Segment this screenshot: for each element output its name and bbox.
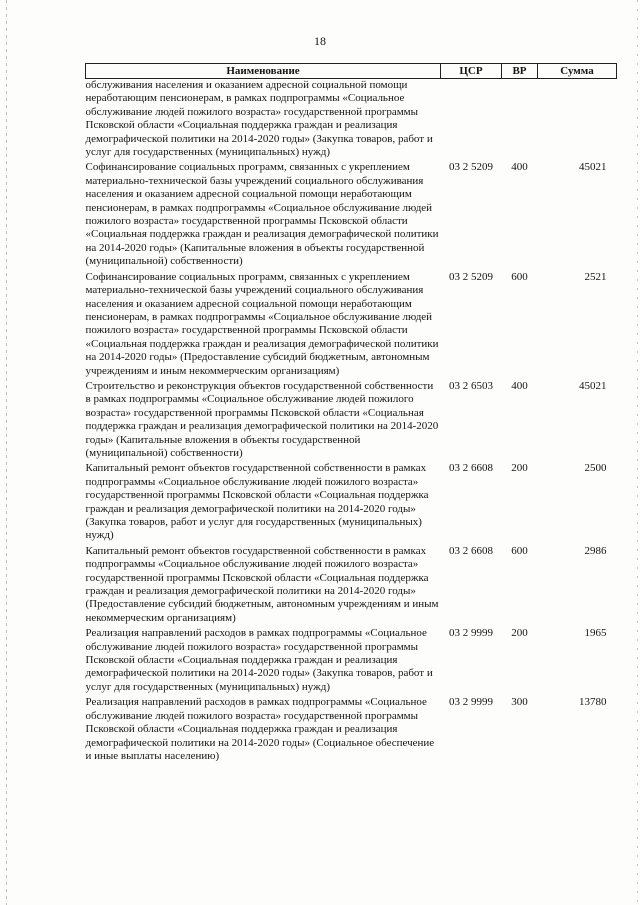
row-csr: 03 2 9999 [449,627,493,640]
header-name: Наименование [86,64,441,79]
row-sum [538,79,617,162]
row-vr: 400 [511,379,528,392]
row-sum: 13780 [579,696,607,709]
table-header-row [86,64,617,79]
row-sum: 1965 [584,627,607,640]
row-csr: 03 2 5209 [449,161,493,174]
row-vr: 600 [511,270,528,283]
table-row [86,79,617,162]
row-csr: 03 2 5209 [449,270,493,283]
row-csr: 03 2 6608 [449,544,493,557]
row-name: Капитальный ремонт объектов государственной собственности в рамках подпрограммы «Социальное обслуживание людей пожилого возраста» государственной программы Псковской области «Социальная поддержка граждан и реализация демографической политики на 2014-2020 годы» (Закупка товаров, работ и услуг для государственных (муниципальных) нужд) [85,462,429,542]
row-sum: 2500 [584,462,607,475]
row-csr: 03 2 6608 [449,462,493,475]
row-name: Софинансирование социальных программ, связанных с укреплением материально-технической базы учреждений социального обслуживания населения и оказанием адресной социальной помощи неработающим пенсионерам, в рамках подпрограммы «Социальное обслуживание людей пожилого возраста» государственной программы Псковской области «Социальная поддержка граждан и реализация демографической политики на 2014-2020 годы» (Капитальные вложения в объекты государственной (муниципальной) собственности) [85,161,439,268]
row-vr [502,79,538,162]
table-row [86,545,617,627]
table-row [86,271,617,380]
table-row [86,380,617,462]
row-sum: 45021 [579,379,607,392]
row-csr: 03 2 6503 [449,379,493,392]
row-name: Реализация направлений расходов в рамках подпрограммы «Социальное обслуживание людей пожилого возраста» государственной программы Псковской области «Социальная поддержка граждан и реализация демографической политики на 2014-2020 годы» (Социальное обеспечение и иные выплаты населению) [85,696,435,762]
scan-edge-left [6,0,7,905]
row-name: обслуживания населения и оказанием адресной социальной помощи неработающим пенсионерам, в рамках подпрограммы «Социальное обслуживание людей пожилого возраста» государственной программы Псковской области «Социальная поддержка граждан и реализация демографической политики на 2014-2020 годы» (Закупка товаров, работ и услуг для государственных (муниципальных) нужд) [85,79,433,159]
table-row [86,161,617,270]
row-vr: 200 [511,462,528,475]
row-sum: 45021 [579,161,607,174]
row-vr: 200 [511,627,528,640]
table-row [86,627,617,696]
row-vr: 400 [511,161,528,174]
scan-edge-right [637,0,638,905]
header-vr: ВР [502,64,538,79]
row-name: Строительство и реконструкция объектов государственной собственности в рамках подпрограммы «Социальное обслуживание людей пожилого возраста» государственной программы Псковской области «Социальная поддержка граждан и реализация демографической политики на 2014-2020 годы» (Капитальные вложения в объекты государственной (муниципальной) собственности) [85,379,439,459]
row-sum: 2986 [584,544,607,557]
row-vr: 600 [511,544,528,557]
row-name: Реализация направлений расходов в рамках подпрограммы «Социальное обслуживание людей пожилого возраста» государственной программы Псковской области «Социальная поддержка граждан и реализация демографической политики на 2014-2020 годы» (Закупка товаров, работ и услуг для государственных (муниципальных) нужд) [85,627,433,693]
row-csr [441,79,502,162]
header-sum: Сумма [538,64,617,79]
page-number: 18 [314,34,326,48]
header-csr: ЦСР [441,64,502,79]
table-row [86,696,617,765]
row-csr: 03 2 9999 [449,696,493,709]
budget-table [85,63,617,765]
row-vr: 300 [511,696,528,709]
table-row [86,462,617,544]
row-name: Капитальный ремонт объектов государственной собственности в рамках подпрограммы «Социальное обслуживание людей пожилого возраста» государственной программы Псковской области «Социальная поддержка граждан и реализация демографической политики на 2014-2020 годы» (Предоставление субсидий бюджетным, автономным учреждениям и иным некоммерческим организациям) [85,544,439,624]
row-name: Софинансирование социальных программ, связанных с укреплением материально-технической базы учреждений социального обслуживания населения и оказанием адресной социальной помощи неработающим пенсионерам, в рамках подпрограммы «Социальное обслуживание людей пожилого возраста» государственной программы Псковской области «Социальная поддержка граждан и реализация демографической политики на 2014-2020 годы» (Предоставление субсидий бюджетным, автономным учреждениям и иным некоммерческим организациям) [85,270,439,377]
row-sum: 2521 [584,270,607,283]
